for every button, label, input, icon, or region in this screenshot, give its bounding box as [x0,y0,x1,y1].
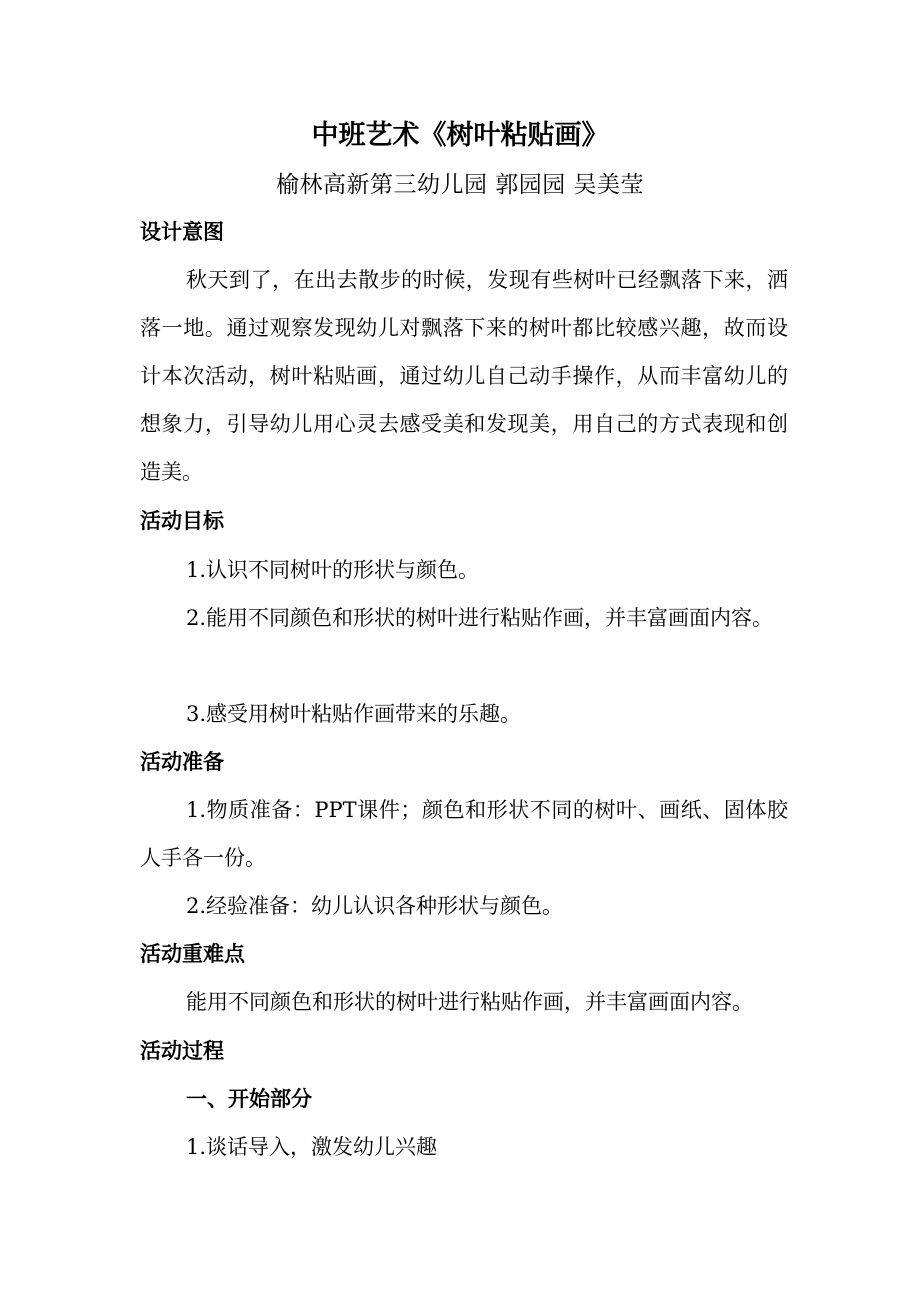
document-authors: 榆林高新第三幼儿园 郭园园 吴美莹 [275,172,645,198]
preparation-item-2: 2.经验准备：幼儿认识各种形状与颜色。 [186,894,564,918]
section-heading-goals: 活动目标 [140,509,224,533]
section-heading-key-points: 活动重难点 [140,942,245,966]
design-intent-paragraph: 秋天到了，在出去散步的时候，发现有些树叶已经飘落下来，洒落一地。通过观察发现幼儿对飘落下来的树叶都比较感兴趣，故而设计本次活动，树叶粘贴画，通过幼儿自己动手操作，从而丰富幼儿的想象力，引导幼儿用心灵去感受美和发现美，用自己的方式表现和创造美。 [140,268,788,484]
key-points-paragraph: 能用不同颜色和形状的树叶进行粘贴作画，并丰富画面内容。 [186,990,753,1014]
goal-item-1: 1.认识不同树叶的形状与颜色。 [186,558,480,582]
goal-item-3: 3.感受用树叶粘贴作画带来的乐趣。 [186,702,522,726]
document-title: 中班艺术《树叶粘贴画》 [311,120,609,151]
section-heading-preparation: 活动准备 [140,750,224,774]
preparation-item-1: 1.物质准备：PPT课件；颜色和形状不同的树叶、画纸、固体胶人手各一份。 [140,798,788,870]
process-part-one: 一、开始部分 [186,1087,312,1111]
goal-item-2: 2.能用不同颜色和形状的树叶进行粘贴作画，并丰富画面内容。 [186,606,774,630]
section-heading-process: 活动过程 [140,1039,224,1063]
section-heading-design-intent: 设计意图 [140,220,224,244]
process-step-one: 1.谈话导入，激发幼儿兴趣 [186,1135,438,1159]
